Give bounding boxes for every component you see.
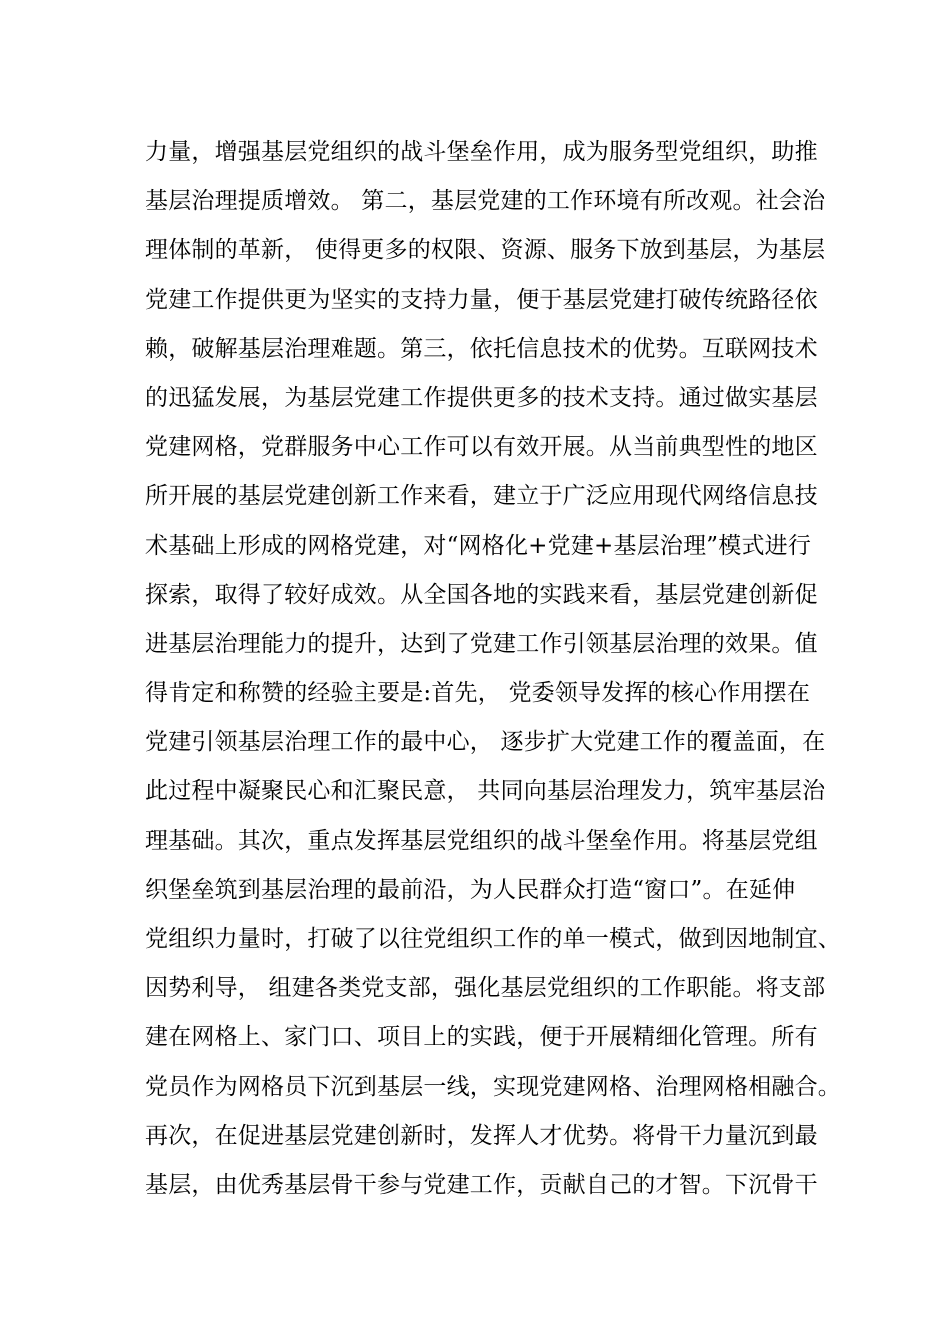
text-line-13: 党建引领基层治理工作的最中心， 逐步扩大党建工作的覆盖面，在 [145,729,826,756]
text-line-17: 党组织力量时，打破了以往党组织工作的单一模式，做到因地制宜、 [145,926,841,952]
text-line-14: 此过程中凝聚民心和汇聚民意， 共同向基层治理发力，筑牢基层治 [145,778,826,805]
text-line-11: 进基层治理能力的提升，达到了党建工作引领基层治理的效果。值 [145,630,818,657]
text-line-3: 理体制的革新， 使得更多的权限、资源、服务下放到基层，为基层 [145,237,826,264]
text-line-4: 党建工作提供更为坚实的支持力量，便于基层党建打破传统路径依 [145,286,818,313]
text-line-16: 织堡垒筑到基层治理的最前沿，为人民群众打造“窗口”。在延伸 [145,876,796,903]
text-line-5: 赖，破解基层治理难题。第三，依托信息技术的优势。互联网技术 [145,335,818,362]
text-line-10: 探索，取得了较好成效。从全国各地的实践来看，基层党建创新促 [145,581,818,608]
text-line-18: 因势利导， 组建各类党支部，强化基层党组织的工作职能。将支部 [145,975,826,1002]
text-line-9: 术基础上形成的网格党建，对“网格化+党建+基层治理”模式进行 [145,532,812,559]
text-line-7: 党建网格，党群服务中心工作可以有效开展。从当前典型性的地区 [145,434,818,461]
text-line-1: 力量，增强基层党组织的战斗堡垒作用，成为服务型党组织，助推 [145,139,818,165]
text-line-6: 的迅猛发展，为基层党建工作提供更多的技术支持。通过做实基层 [145,384,818,411]
body-text [145,128,841,1210]
text-line-21: 再次，在促进基层党建创新时，发挥人才优势。将骨干力量沉到最 [145,1122,818,1149]
text-line-22: 基层，由优秀基层骨干参与党建工作，贡献自己的才智。下沉骨干 [145,1171,818,1198]
text-line-2: 基层治理提质增效。 第二，基层党建的工作环境有所改观。社会治 [145,188,826,215]
text-line-8: 所开展的基层党建创新工作来看，建立于广泛应用现代网络信息技 [145,483,818,510]
text-line-19: 建在网格上、家门口、项目上的实践，便于开展精细化管理。所有 [145,1024,818,1051]
text-line-20: 党员作为网格员下沉到基层一线，实现党建网格、治理网格相融合。 [145,1073,841,1100]
text-line-12: 得肯定和称赞的经验主要是:首先， 党委领导发挥的核心作用摆在 [145,680,811,707]
text-line-15: 理基础。其次，重点发挥基层党组织的战斗堡垒作用。将基层党组 [145,827,818,854]
